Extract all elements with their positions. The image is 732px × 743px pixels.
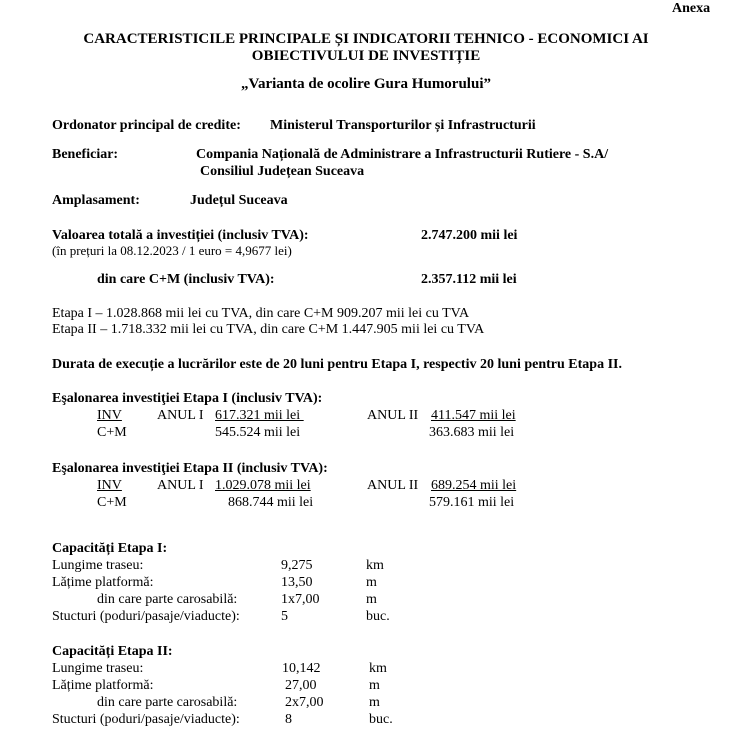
cap-2-row-3-unit: m [369,695,380,710]
esalonare-2-anul2-label: ANUL II [367,478,419,493]
cap-2-row-4-value: 8 [285,712,292,727]
valoare-totala-label: Valoarea totală a investiției (inclusiv TVA): [52,228,309,243]
esalonare-1-inv-anul1: 617.321 mii lei [215,408,304,423]
cap-2-row-3-label: din care parte carosabilă: [97,695,238,710]
esalonare-2-inv-label: INV [97,478,122,493]
cap-2-row-4-label: Stucturi (poduri/pasaje/viaducte): [52,712,240,727]
annex-label: Anexa [672,1,711,16]
esalonare-1-cm-anul1: 545.524 mii lei [215,425,301,440]
cap-1-row-2-value: 13,50 [281,575,313,590]
cap-1-row-3-value: 1x7,00 [281,592,320,607]
esalonare-2-inv-anul2: 689.254 mii lei [431,478,517,493]
valoare-cm-label: din care C+M (inclusiv TVA): [97,272,275,287]
etapa-1-summary: Etapa I – 1.028.868 mii lei cu TVA, din care C+M 909.207 mii lei cu TVA [52,306,470,321]
ordonator-value: Ministerul Transporturilor și Infrastructurii [270,118,536,133]
title-line-2: OBIECTIVULUI DE INVESTIȚIE [251,48,481,64]
esalonare-1-anul1-label: ANUL I [157,408,204,423]
cap-1-row-1-label: Lungime traseu: [52,558,144,573]
valoare-note: (în prețuri la 08.12.2023 / 1 euro = 4,9677 lei) [52,243,292,258]
etapa-2-summary: Etapa II – 1.718.332 mii lei cu TVA, din care C+M 1.447.905 mii lei cu TVA [52,322,485,337]
esalonare-2-cm-label: C+M [97,495,127,510]
esalonare-2-cm-anul1: 868.744 mii lei [228,495,314,510]
esalonare-1-cm-label: C+M [97,425,127,440]
cap-1-row-2-unit: m [366,575,377,590]
cap-2-row-4-unit: buc. [369,712,393,727]
esalonare-1-cm-anul2: 363.683 mii lei [429,425,515,440]
capacitati-etapa-2-title: Capacități Etapa II: [52,644,173,659]
cap-1-row-2-label: Lățime platformă: [52,575,154,590]
cap-1-row-1-value: 9,275 [281,558,313,573]
cap-2-row-1-value: 10,142 [282,661,321,676]
cap-1-row-4-label: Stucturi (poduri/pasaje/viaducte): [52,609,240,624]
cap-2-row-2-label: Lățime platformă: [52,678,154,693]
capacitati-etapa-1-title: Capacități Etapa I: [52,541,168,556]
beneficiar-value-line-1: Compania Națională de Administrare a Infrastructurii Rutiere - S.A/ [196,147,609,162]
cap-1-row-3-unit: m [366,592,377,607]
cap-1-row-3-label: din care parte carosabilă: [97,592,238,607]
beneficiar-label: Beneficiar: [52,147,119,162]
esalonare-2-cm-anul2: 579.161 mii lei [429,495,515,510]
ordonator-label: Ordonator principal de credite: [52,118,241,133]
durata-executie: Durata de execuție a lucrărilor este de 20 luni pentru Etapa I, respectiv 20 luni pentru Etapa II. [52,357,622,372]
beneficiar-value-line-2: Consiliul Județean Suceava [200,164,365,179]
title-line-1: CARACTERISTICILE PRINCIPALE ȘI INDICATORII TEHNICO - ECONOMICI AI [83,31,649,47]
cap-2-row-2-unit: m [369,678,380,693]
valoare-cm-value: 2.357.112 mii lei [421,272,517,287]
esalonare-2-inv-anul1: 1.029.078 mii lei [215,478,311,493]
cap-2-row-1-unit: km [369,661,387,676]
valoare-totala-value: 2.747.200 mii lei [421,228,518,243]
project-subtitle: „Varianta de ocolire Gura Humorului” [240,76,491,92]
esalonare-2-anul1-label: ANUL I [157,478,204,493]
cap-2-row-1-label: Lungime traseu: [52,661,144,676]
cap-1-row-4-value: 5 [281,609,288,624]
cap-1-row-1-unit: km [366,558,384,573]
esalonare-1-inv-anul2: 411.547 mii lei [431,408,516,423]
esalonare-1-inv-label: INV [97,408,122,423]
amplasament-label: Amplasament: [52,193,140,208]
cap-1-row-4-unit: buc. [366,609,390,624]
cap-2-row-2-value: 27,00 [285,678,317,693]
esalonare-etapa-2-title: Eşalonarea investiţiei Etapa II (inclusiv TVA): [52,461,328,476]
amplasament-value: Județul Suceava [190,193,288,208]
esalonare-1-anul2-label: ANUL II [367,408,419,423]
cap-2-row-3-value: 2x7,00 [285,695,324,710]
esalonare-etapa-1-title: Eşalonarea investiţiei Etapa I (inclusiv TVA): [52,391,323,406]
